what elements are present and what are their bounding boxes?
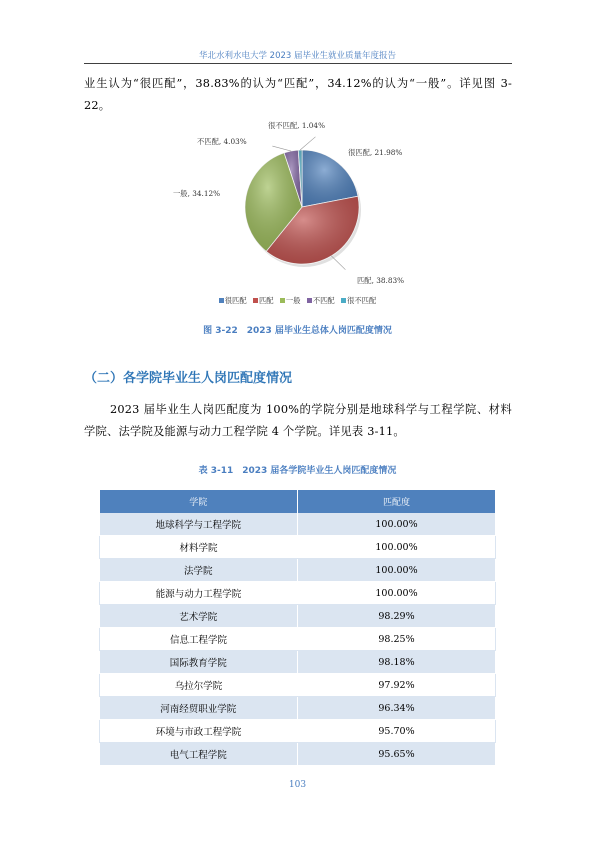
match-rate-cell: 100.00%	[298, 536, 496, 559]
match-rate-cell: 100.00%	[298, 582, 496, 605]
college-name-cell: 电气工程学院	[100, 743, 298, 766]
college-name-cell: 地球科学与工程学院	[100, 513, 298, 536]
college-name-cell: 乌拉尔学院	[100, 674, 298, 697]
legend-swatch	[280, 298, 285, 303]
table-row	[100, 628, 496, 651]
legend-item	[280, 296, 301, 306]
slice-label-一般: 一般, 34.12%	[173, 189, 221, 198]
legend-item	[341, 296, 376, 306]
legend-item	[307, 296, 335, 306]
college-name-cell: 材料学院	[100, 536, 298, 559]
match-rate-cell: 98.25%	[298, 628, 496, 651]
college-name-cell: 法学院	[100, 559, 298, 582]
leader-line-不匹配	[272, 146, 291, 151]
college-name-cell: 河南经贸职业学院	[100, 697, 298, 720]
legend-swatch	[219, 298, 224, 303]
table-row	[100, 697, 496, 720]
column-header-match-rate: 匹配度	[298, 490, 496, 513]
page-number: 103	[288, 780, 307, 790]
slice-label-很匹配: 很匹配, 21.98%	[348, 148, 403, 157]
college-name-cell: 国际教育学院	[100, 651, 298, 674]
table-row	[100, 513, 496, 536]
legend-swatch	[253, 298, 258, 303]
header-divider	[84, 63, 512, 64]
college-name-cell: 艺术学院	[100, 605, 298, 628]
legend-label: 不匹配	[312, 296, 335, 305]
legend-label: 很不匹配	[347, 296, 377, 305]
table-row	[100, 582, 496, 605]
slice-label-不匹配: 不匹配, 4.03%	[197, 137, 247, 146]
slice-label-匹配: 匹配, 38.83%	[357, 276, 405, 285]
college-match-table	[99, 490, 496, 766]
column-header-college: 学院	[100, 490, 298, 513]
match-rate-cell: 96.34%	[298, 697, 496, 720]
table-caption: 表 3-11 2023 届各学院毕业生人岗匹配度情况	[198, 466, 397, 476]
match-rate-cell: 97.92%	[298, 674, 496, 697]
section-heading: （二）各学院毕业生人岗匹配度情况	[84, 371, 293, 386]
match-rate-cell: 100.00%	[298, 559, 496, 582]
table-row	[100, 605, 496, 628]
figure-caption: 图 3-22 2023 届毕业生总体人岗匹配度情况	[203, 326, 392, 336]
body-paragraph-2: 2023 届毕业生人岗匹配度为 100%的学院分别是地球科学与工程学院、材料学院、法学院及能源与动力工程学院 4 个学院。详见表 3-11。	[84, 403, 512, 438]
match-rate-cell: 100.00%	[298, 513, 496, 536]
legend-swatch	[307, 298, 312, 303]
match-rate-cell: 95.70%	[298, 720, 496, 743]
match-rate-cell: 95.65%	[298, 743, 496, 766]
legend-label: 一般	[285, 296, 301, 305]
table-row	[100, 536, 496, 559]
table-header-row	[100, 490, 496, 513]
match-rate-cell: 98.18%	[298, 651, 496, 674]
college-name-cell: 信息工程学院	[100, 628, 298, 651]
pie-chart	[165, 112, 440, 312]
table-row	[100, 559, 496, 582]
table-row	[100, 651, 496, 674]
pie-legend	[0, 296, 595, 306]
college-name-cell: 能源与动力工程学院	[100, 582, 298, 605]
table-row	[100, 674, 496, 697]
table-row	[100, 720, 496, 743]
table-row	[100, 743, 496, 766]
match-rate-cell: 98.29%	[298, 605, 496, 628]
legend-swatch	[341, 298, 346, 303]
body-paragraph-1: 业生认为“很匹配”，38.83%的认为“匹配”，34.12%的认为“一般”。详见图 3-22。	[84, 77, 512, 112]
legend-label: 匹配	[258, 296, 274, 305]
legend-item	[253, 296, 274, 306]
report-header-title: 华北水利水电大学 2023 届毕业生就业质量年度报告	[198, 51, 397, 61]
slice-label-很不匹配: 很不匹配, 1.04%	[268, 121, 326, 130]
legend-item	[219, 296, 247, 306]
college-name-cell: 环境与市政工程学院	[100, 720, 298, 743]
leader-line-很不匹配	[300, 137, 315, 150]
legend-label: 很匹配	[224, 296, 247, 305]
leader-line-匹配	[331, 256, 345, 270]
